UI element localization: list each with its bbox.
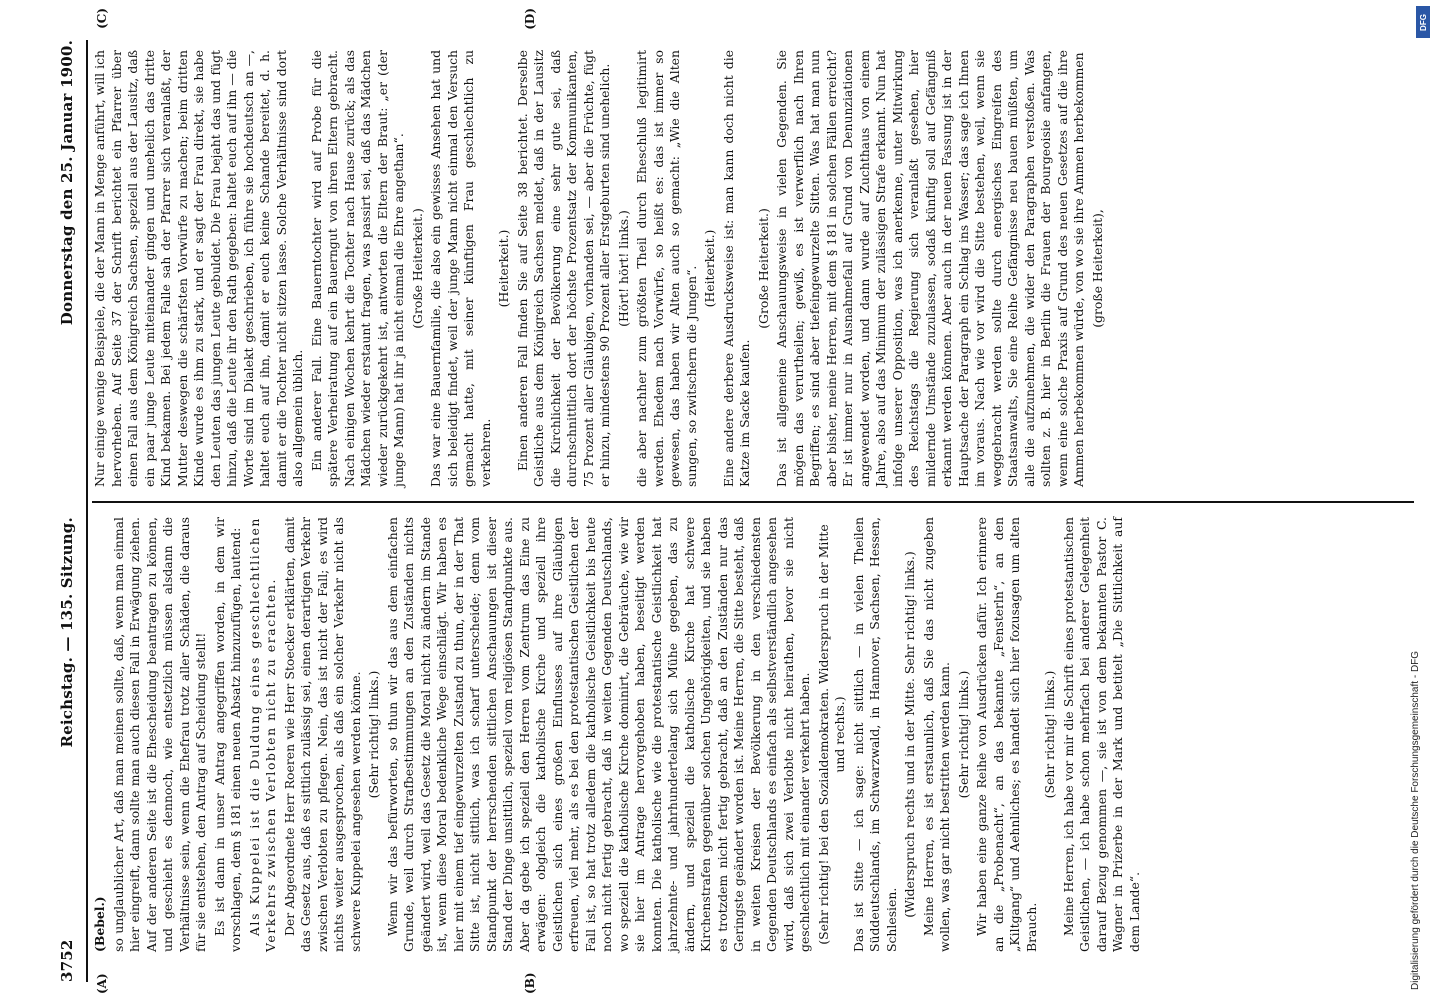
paragraph: Der Abgeordnete Herr Roeren wie Herr Stoecker erklärten, damit das Gesetz aus, daß es sittlich zulässig sei, einen derartigen Verkehr zwischen Verlobten zu pflegen. Nein, das ist nicht der Fall; es wird nichts weiter ausgesprochen, als daß ein solcher Verkehr nicht als schwere Kuppelei angesehen werden könne. [281, 517, 363, 952]
paragraph: Eine andere derbere Ausdrucksweise ist: man kann doch nicht die Katze im Sacke kaufen. [720, 50, 752, 487]
paragraph: die aber nachher zum größten Theil durch Eheschluß legitimirt werden. Ehedem nach Vorwürfe, so heißt es: das ist immer so gewesen, das haben wir Alten auch so gemacht: „Wie die Alten sungen, so zwitschern die Jungen“. [634, 50, 699, 487]
dfg-logo [1416, 6, 1430, 38]
paragraph: Wir haben eine ganze Reihe von Ausdrücken dafür. Ich erinnere an die „Probenacht“, an das bekannte „Fensterln“, an den „Kiltgang“ und Aehnliches; es handelt sich hier fozusagen um alten Brauch. [974, 517, 1039, 952]
session-date: Donnerstag den 25. Januar 1900. [58, 40, 76, 326]
speaker-label: (Bebel.) [92, 896, 107, 952]
interjection: (Widerspruch rechts und in der Mitte. Sehr richtig! links.) [902, 551, 917, 918]
margin-marker-c: (C) [95, 8, 109, 29]
paragraph: Nur einige wenige Beispiele, die der Mann in Menge anführt, will ich hervorheben. Auf Seite 37 der Schrift berichtet ein Pfarrer über einen Fall aus dem Königreich Sachsen, speziell aus der Lausitz, daß ein paar junge Leute miteinander gingen und unehelich das dritte Kind bekamen. Bei jedem Falle sah der Pfarrer sich veranlaßt, der Mutter deswegen die schärfsten Vorwürfe zu machen; beim dritten Kinde wurde es ihm zu stark, und er sagt der Frau direkt, sie habe den Leuten das jungen Leute gebuldet. Die Frau bejaht das und fügt hinzu, daß die Leute ihr den Rath gegeben: haltet euch auf ihn — die Worte sind im Dialekt geschrieben, ich führe sie hochdeutsch an —, haltet euch auf ihn, damit er euch keine Schande bereitet, d. h. damit er die Tochter nicht sitzen lasse. Solche Verhältnisse sind dort also allgemein üblich. [92, 50, 305, 487]
interjection: (Heiterkeit.) [496, 229, 511, 308]
paragraph: Wenn wir das befürworten, so thun wir das aus dem einfachen Grunde, weil durch Strafbestimmungen an den Zuständen nichts geändert wird, weil das Gesetz die Moral nicht zu ändern im Stande ist, wenn diese Moral bedenkliche Wege einschlägt. Wir haben es hier mit einem tief eingewurzelten Zustand zu thun, der in der That Sitte ist, nicht sittlich, was ich scharf unterscheide; denn vom Standpunkt der herrschenden sittlichen Anschauungen ist dieser Stand der Dinge unsittlich, speziell vom religiösen Standpunkte aus. Aber da gebe ich speziell den Herren vom Zentrum das Eine zu erwägen: obgleich die katholische Kirche und speziell ihre Geistlichen sich eines großen Einflusses auf ihre Gläubigen erfreuen, viel mehr, als es bei den protestantischen Geistlichen der Fall ist, so hat trotz alledem die katholische Geistlichkeit bis heute noch nicht fertig gebracht, daß in weiten Gegenden Deutschlands, wo speziell die katholische Kirche dominirt, die Gebräuche, wie wir sie hier im Antrage hervorgehoben haben, beseitigt werden konnten. Die katholische wie die protestantische Geistlichkeit hat jahrzehnte- und jahrhundertelang sich Mühe gegeben, das zu ändern, und speziell die katholische Kirche hat schwere Kirchenstrafen gegenüber solchen Ungehörigkeiten, und sie haben es trotzdem nicht fertig gebracht, daß an den Zuständen nur das Geringste geändert worden ist. Meine Herren, die Sitte besteht, daß in weiten Kreisen der Bevölkerung in den verschiedensten Gegenden Deutschlands es einfach als selbstverständlich angesehen wird, daß sich zwei Verlobte nicht heirathen, bevor sie nicht geschlechtlich mit einander verkehrt haben. [384, 517, 812, 952]
margin-marker-a: (A) [95, 973, 109, 994]
paragraph: Meine Herren, es ist erstaunlich, daß Sie das nicht zugeben wollen, was gar nicht bestritten werden kann. [920, 517, 952, 952]
interjection: (große Heiterkeit), [1089, 209, 1105, 328]
interjection: (Sehr richtig! links.) [1042, 670, 1057, 799]
interjection: (Große Heiterkeit.) [409, 208, 425, 329]
paragraph: Das war eine Bauernfamilie, die also ein gewisses Ansehen hat und sich beleidigt findet, weil der junge Mann nicht einmal den Versuch gemacht hatte, mit seiner künftigen Frau geschlechtlich zu verkehren. [428, 50, 493, 487]
paragraph: Es ist dann in unser Antrag angegriffen worden, in dem wir vorschlagen, dem § 181 einen neuen Absatz hinzuzufügen, lautend: [211, 517, 243, 952]
interjection: (Sehr richtig! bei den Sozialdemokraten. Widerspruch in der Mitte und rechts.) [815, 524, 847, 945]
dfg-logo-text: DFG [1418, 13, 1428, 31]
digitization-credit: Digitalisierung gefördert durch die Deutsche Forschungsgemeinschaft - DFG [1410, 650, 1421, 990]
interjection: (Sehr richtig! links.) [955, 670, 971, 799]
paragraph: Einen anderen Fall finden Sie auf Seite 38 berichtet. Derselbe Geistliche aus dem Königreich Sachsen meldet, daß in der Lausitz die Kirchlichkeit der Bevölkerung eine sehr gute sei, daß durchschnittlich dort der höchste Prozentsatz der Kommunikanten, 75 Prozent aller Gläubigen, vorhanden sei, — aber die Früchte, fügt er hinzu, mindestens 90 Prozent aller Erstgeburten sind unehelich. [514, 50, 612, 487]
quoted-motion: Als Kuppelei ist die Duldung eines geschlechtlichen Verkehrs zwischen Verlobten nicht zu erachten. [246, 517, 278, 952]
paragraph: Ein anderer Fall. Eine Bauerntochter wird auf Probe für die spätere Verheiratung auf ein Bauerngut von ihren Eltern gebracht. Nach einigen Wochen kehrt die Tochter nach Hause zurück; als das Mädchen wieder erstaunt fragen, was passirt sei, daß das Mädchen wieder zurückgekehrt ist, antworten die Eltern der Braut: „er (der junge Mann) hat ihr ja nicht einmal die Ehre angethan“. [308, 50, 406, 487]
running-head [58, 40, 82, 982]
paragraph: Meine Herren, ich habe vor mir die Schrift eines protestantischen Geistlichen, — ich habe schon mehrfach bei anderer Gelegenheit darauf Bezug genommen —, sie ist von dem bekannten Pastor C. Wagner in Prizerbe in der Mark und betitelt „Die Sittlichkeit auf dem Lande“. [1060, 517, 1142, 952]
margin-marker-b: (B) [523, 972, 537, 994]
left-column [92, 501, 1414, 994]
paragraph: Das ist allgemeine Anschauungsweise in vielen Gegenden. Sie mögen das verurtheilen; gewiß, es ist verwerflich nach Ihren Begriffen; es sind aber tiefeingewurzelte Sitten. Was hat man nun aber bisher, meine Herren, mit dem § 181 in solchen Fällen erreicht? Er ist immer nur in Ausnahmefall auf Grund von Denunziationen angewendet worden, und dann wurde auf Zuchthaus von einem Jahre, also auf das Minimum der zulässigen Strafe erkannt. Nun hat infolge unserer Opposition, was ich anerkenne, unter Mitwirkung des Reichstags die Regierung sich veranlaßt gesehen, hier mildernde Umstände zuzulassen, sodaß künftig soll auf Gefängniß erkannt werden können. Aber auch in der neuen Fassung ist in der Hauptsache der Paragraph ein Schlag ins Wasser; das sage ich Ihnen im voraus. Nach wie vor wird die Sitte bestehen, weil, wenn sie weggebracht werden sollte durch energisches Eingreifen des Staatsanwalts, Sie eine Reihe Gefängnisse neu bauen müßten, um alle die aufzunehmen, die wider den Paragraphen verstoßen. Was sollten z. B. hier in Berlin die Frauen der Bourgeoisie anfangen, wenn eine solche Praxis auf Grund des neuen Gesetzes auf die ihre Ammen herbekommen würde, von wo sie ihre Ammen herbekommen [774, 50, 1086, 487]
paragraph: Das ist Sitte — ich sage: nicht sittlich — in vielen Theilen Süddeutschlands, im Schwarzwald, in Hannover, Sachsen, Hessen, Schlesien. [850, 517, 899, 952]
margin-marker-d: (D) [523, 8, 537, 30]
session-title: Reichstag. — 135. Sitzung. [58, 517, 76, 748]
interjection: (Hört! hört! links.) [615, 210, 631, 327]
text-columns [92, 8, 1414, 994]
digitization-note [1402, 0, 1432, 1000]
interjection: (Sehr richtig! links.) [366, 670, 381, 799]
right-column [92, 8, 1414, 501]
paragraph: so unglaublicher Art, daß man meinen sollte, daß, wenn man einmal hier eingreift, dann sollte man auch diesen Fall in Erwägung ziehen. Auf der anderen Seite ist die Ehescheidung beantragen zu können, und geschieht es dennoch, wie entsetzlich müssen alsdann die Verhältnisse sein, wenn die Ehefrau trotz aller Schäden, die daraus für sie entstehen, den Antrag auf Scheidung stellt! [110, 517, 208, 952]
interjection: (Heiterkeit.) [702, 229, 717, 308]
interjection: (Große Heiterkeit.) [755, 208, 771, 329]
page-number: 3752 [58, 939, 76, 982]
header-rule [86, 40, 88, 982]
